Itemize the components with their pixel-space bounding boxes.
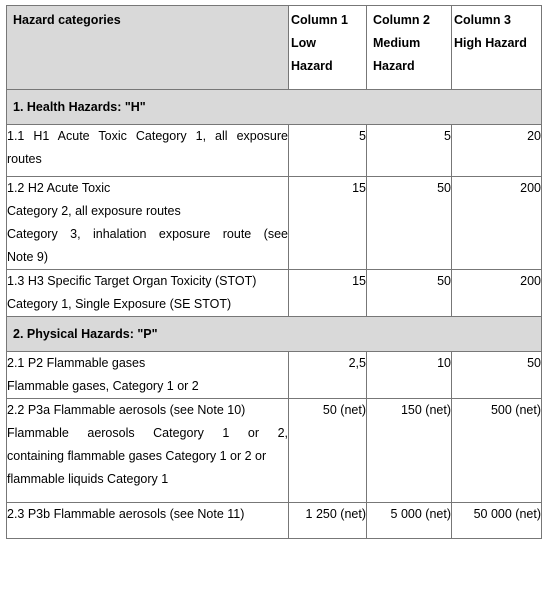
- row-desc-line: routes: [7, 152, 42, 166]
- row-description: [7, 399, 289, 503]
- section-health-title: 1. Health Hazards: "H": [13, 100, 146, 114]
- section-physical-title: 2. Physical Hazards: "P": [13, 327, 158, 341]
- header-col3-line: Column 3: [454, 13, 511, 27]
- row-desc-line: Category 2, all exposure routes: [7, 204, 181, 218]
- row-description: [7, 177, 289, 270]
- row-desc-line: 2.1 P2 Flammable gases: [7, 356, 146, 370]
- row-low-value: 2,5: [289, 352, 367, 399]
- row-desc-line: Flammable gases, Category 1 or 2: [7, 379, 199, 393]
- row-low-value: 50 (net): [289, 399, 367, 503]
- row-desc-line: 1.3 H3 Specific Target Organ Toxicity (STOT): [7, 274, 257, 288]
- header-category-cell: [7, 6, 289, 90]
- section-row-health: [7, 90, 542, 125]
- header-col3-cell: [452, 6, 542, 90]
- hazard-table: [6, 5, 542, 539]
- row-high-value: 200: [452, 177, 542, 270]
- header-col2-cell: [367, 6, 452, 90]
- row-description: [7, 270, 289, 317]
- row-desc-line: Category 3, inhalation exposure route (see: [7, 227, 288, 241]
- table-row: [7, 177, 542, 270]
- header-col2-line: Hazard: [373, 59, 415, 73]
- row-high-value: 50: [452, 352, 542, 399]
- table-row: [7, 503, 542, 539]
- header-col3-line: High Hazard: [454, 36, 527, 50]
- row-high-value: 50 000 (net): [452, 503, 542, 539]
- row-medium-value: 5 000 (net): [367, 503, 452, 539]
- header-col2-line: Medium: [373, 36, 421, 50]
- header-col2-line: Column 2: [373, 13, 430, 27]
- row-low-value: 15: [289, 270, 367, 317]
- header-col1-line: Column 1: [291, 13, 348, 27]
- row-medium-value: 5: [367, 125, 452, 177]
- table-row: [7, 352, 542, 399]
- row-medium-value: 50: [367, 177, 452, 270]
- table-row: [7, 399, 542, 503]
- row-low-value: 5: [289, 125, 367, 177]
- row-desc-line: 2.3 P3b Flammable aerosols (see Note 11): [7, 507, 245, 521]
- section-physical-cell: [7, 317, 542, 352]
- header-col1-line: Hazard: [291, 59, 333, 73]
- row-medium-value: 10: [367, 352, 452, 399]
- row-medium-value: 150 (net): [367, 399, 452, 503]
- row-desc-line: 1.2 H2 Acute Toxic: [7, 181, 111, 195]
- table-header-row: [7, 6, 542, 90]
- row-high-value: 200: [452, 270, 542, 317]
- header-col1-line: Low: [291, 36, 316, 50]
- row-desc-line: Category 1, Single Exposure (SE STOT): [7, 297, 232, 311]
- row-desc-line: 2.2 P3a Flammable aerosols (see Note 10): [7, 403, 246, 417]
- row-desc-line: containing flammable gases Category 1 or 2 or: [7, 449, 267, 463]
- table-row: [7, 270, 542, 317]
- row-high-value: 500 (net): [452, 399, 542, 503]
- row-low-value: 1 250 (net): [289, 503, 367, 539]
- table-row: [7, 125, 542, 177]
- row-desc-line: 1.1 H1 Acute Toxic Category 1, all exposure: [7, 129, 288, 143]
- section-row-physical: [7, 317, 542, 352]
- section-health-cell: [7, 90, 542, 125]
- header-category: Hazard categories: [13, 13, 121, 27]
- row-medium-value: 50: [367, 270, 452, 317]
- row-description: [7, 352, 289, 399]
- header-col1-cell: [289, 6, 367, 90]
- row-low-value: 15: [289, 177, 367, 270]
- row-description: [7, 125, 289, 177]
- row-desc-line: Note 9): [7, 250, 48, 264]
- row-high-value: 20: [452, 125, 542, 177]
- row-description: [7, 503, 289, 539]
- row-desc-line: Flammable aerosols Category 1 or 2,: [7, 426, 288, 440]
- row-desc-line: flammable liquids Category 1: [7, 472, 169, 486]
